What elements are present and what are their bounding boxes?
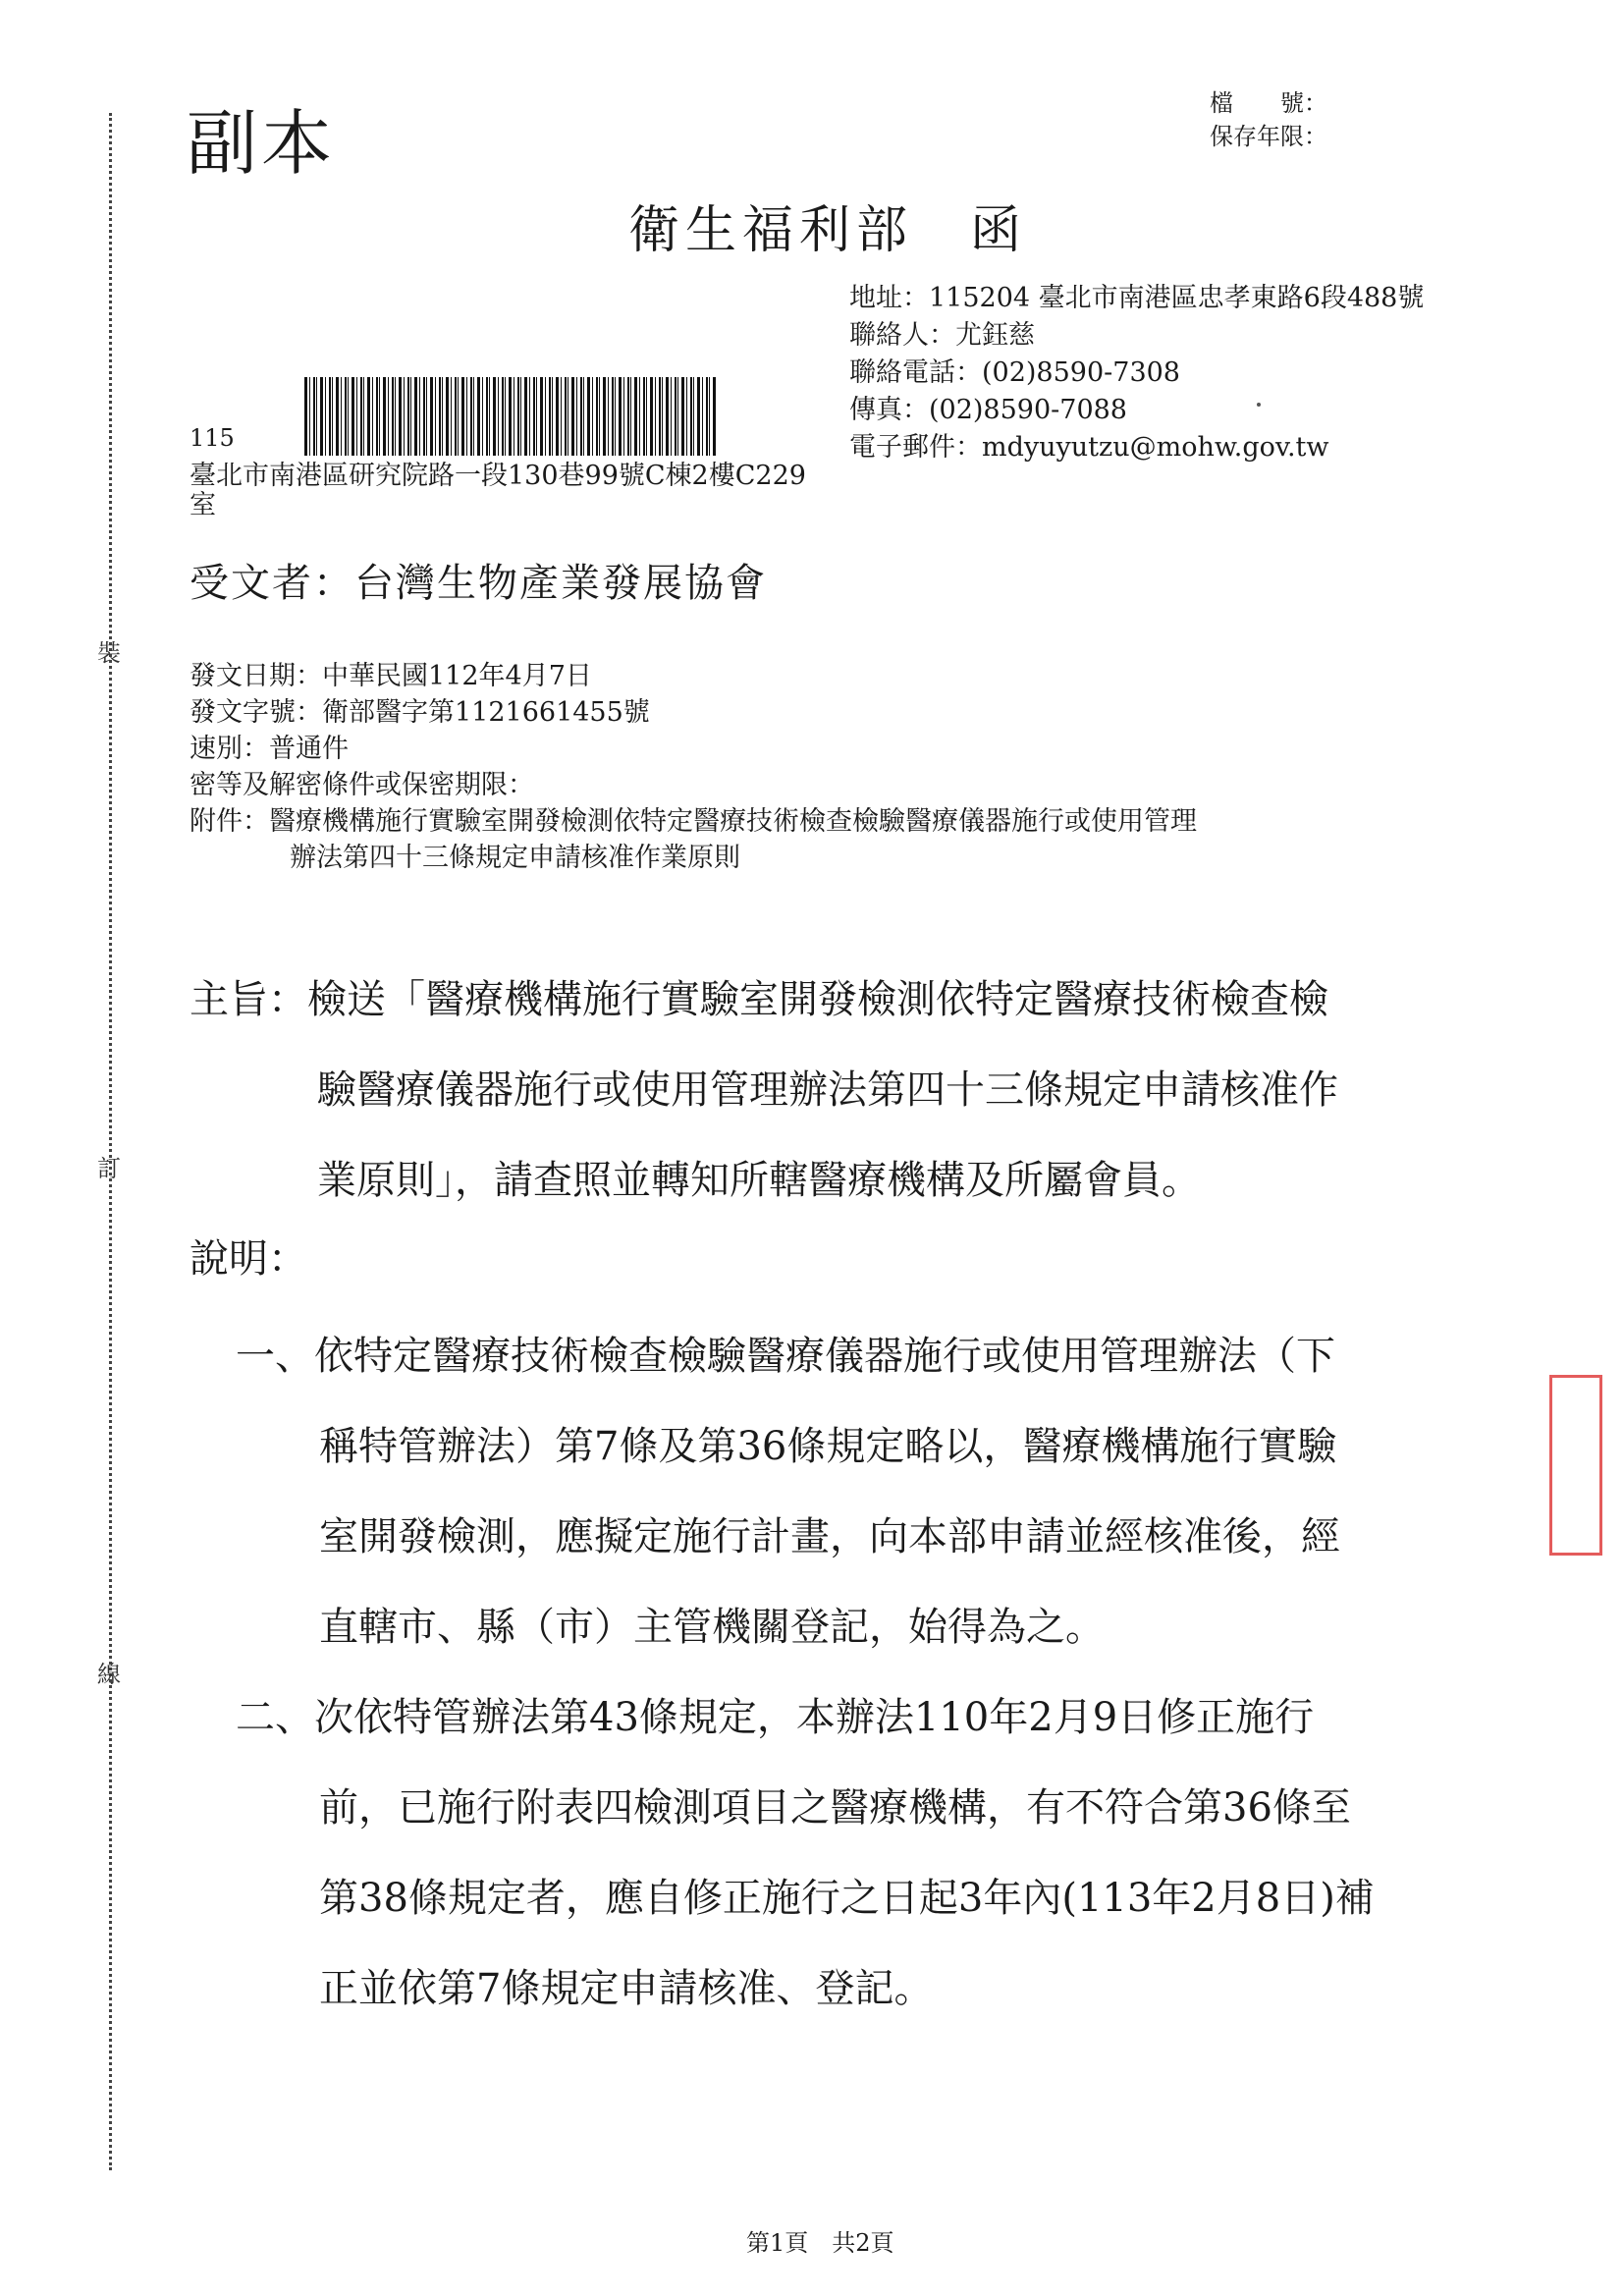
contact-block — [849, 280, 1424, 466]
file-number-label: 檔 號： — [1210, 89, 1327, 117]
binding-dotted-line — [109, 113, 112, 2170]
item2-line-3: 第38條規定者，應自修正施行之日起3年內(113年2月8日)補 — [319, 1876, 1375, 1921]
barcode — [304, 377, 717, 456]
document-number: 發文字號：衛部醫字第1121661455號 — [189, 697, 650, 728]
subject-line-1: 主旨：檢送「醫療機構施行實驗室開發檢測依特定醫療技術檢查檢 — [189, 977, 1328, 1022]
red-seal-stamp — [1549, 1375, 1602, 1556]
recipient-address-line-1: 臺北市南港區研究院路一段130巷99號C棟2樓C229 — [189, 461, 806, 491]
file-labels — [1210, 86, 1327, 153]
copy-mark: 副本 — [187, 102, 337, 185]
item2-line-1: 二、次依特管辦法第43條規定，本辦法110年2月9日修正施行 — [236, 1695, 1315, 1740]
contact-person: 聯絡人：尤鈺慈 — [849, 320, 1035, 351]
document-meta — [189, 658, 1197, 876]
item1-line-3: 室開發檢測，應擬定施行計畫，向本部申請並經核准後，經 — [319, 1514, 1340, 1559]
urgency: 速別：普通件 — [189, 734, 349, 764]
confidentiality: 密等及解密條件或保密期限： — [189, 770, 534, 800]
recipient-address-line-2: 室 — [189, 490, 216, 520]
contact-address: 地址：115204 臺北市南港區忠孝東路6段488號 — [849, 283, 1425, 313]
scan-speck — [1257, 403, 1261, 407]
item1-line-4: 直轄市、縣（市）主管機關登記，始得為之。 — [319, 1605, 1105, 1650]
subject-line-3: 業原則」，請查照並轉知所轄醫療機構及所屬會員。 — [317, 1158, 1201, 1203]
item2-line-2: 前，已施行附表四檢測項目之醫療機構，有不符合第36條至 — [319, 1785, 1351, 1831]
explanation-items — [236, 1311, 1375, 2034]
recipient: 受文者：台灣生物產業發展協會 — [189, 561, 767, 606]
binding-mark-zhuang: 裝 — [97, 639, 121, 667]
page-footer: 第1頁 共2頁 — [746, 2229, 894, 2257]
item1-line-2: 稱特管辦法）第7條及第36條規定略以，醫療機構施行實驗 — [319, 1424, 1337, 1469]
contact-phone: 聯絡電話：(02)8590-7308 — [849, 357, 1180, 388]
binding-mark-xian: 線 — [97, 1661, 121, 1688]
subject-line-2: 驗醫療儀器施行或使用管理辦法第四十三條規定申請核准作 — [317, 1067, 1338, 1113]
agency-title: 衛生福利部 函 — [628, 201, 1028, 260]
retention-period-label: 保存年限： — [1210, 123, 1327, 150]
contact-email: 電子郵件：mdyuyutzu@mohw.gov.tw — [849, 432, 1329, 463]
issue-date: 發文日期：中華民國112年4月7日 — [189, 661, 592, 691]
item1-line-1: 一、依特定醫療技術檢查檢驗醫療儀器施行或使用管理辦法（下 — [236, 1334, 1335, 1379]
contact-fax: 傳真：(02)8590-7088 — [849, 395, 1127, 425]
attachment-continuation: 辦法第四十三條規定申請核准作業原則 — [290, 843, 740, 873]
postal-code: 115 — [189, 424, 235, 452]
explanation-title: 說明： — [189, 1236, 307, 1282]
attachment: 附件：醫療機構施行實驗室開發檢測依特定醫療技術檢查檢驗醫療儀器施行或使用管理 — [189, 806, 1197, 837]
binding-mark-ding: 訂 — [97, 1155, 121, 1182]
item2-line-4: 正並依第7條規定申請核准、登記。 — [319, 1966, 934, 2011]
recipient-address — [189, 462, 806, 520]
subject-section — [189, 955, 1476, 1226]
